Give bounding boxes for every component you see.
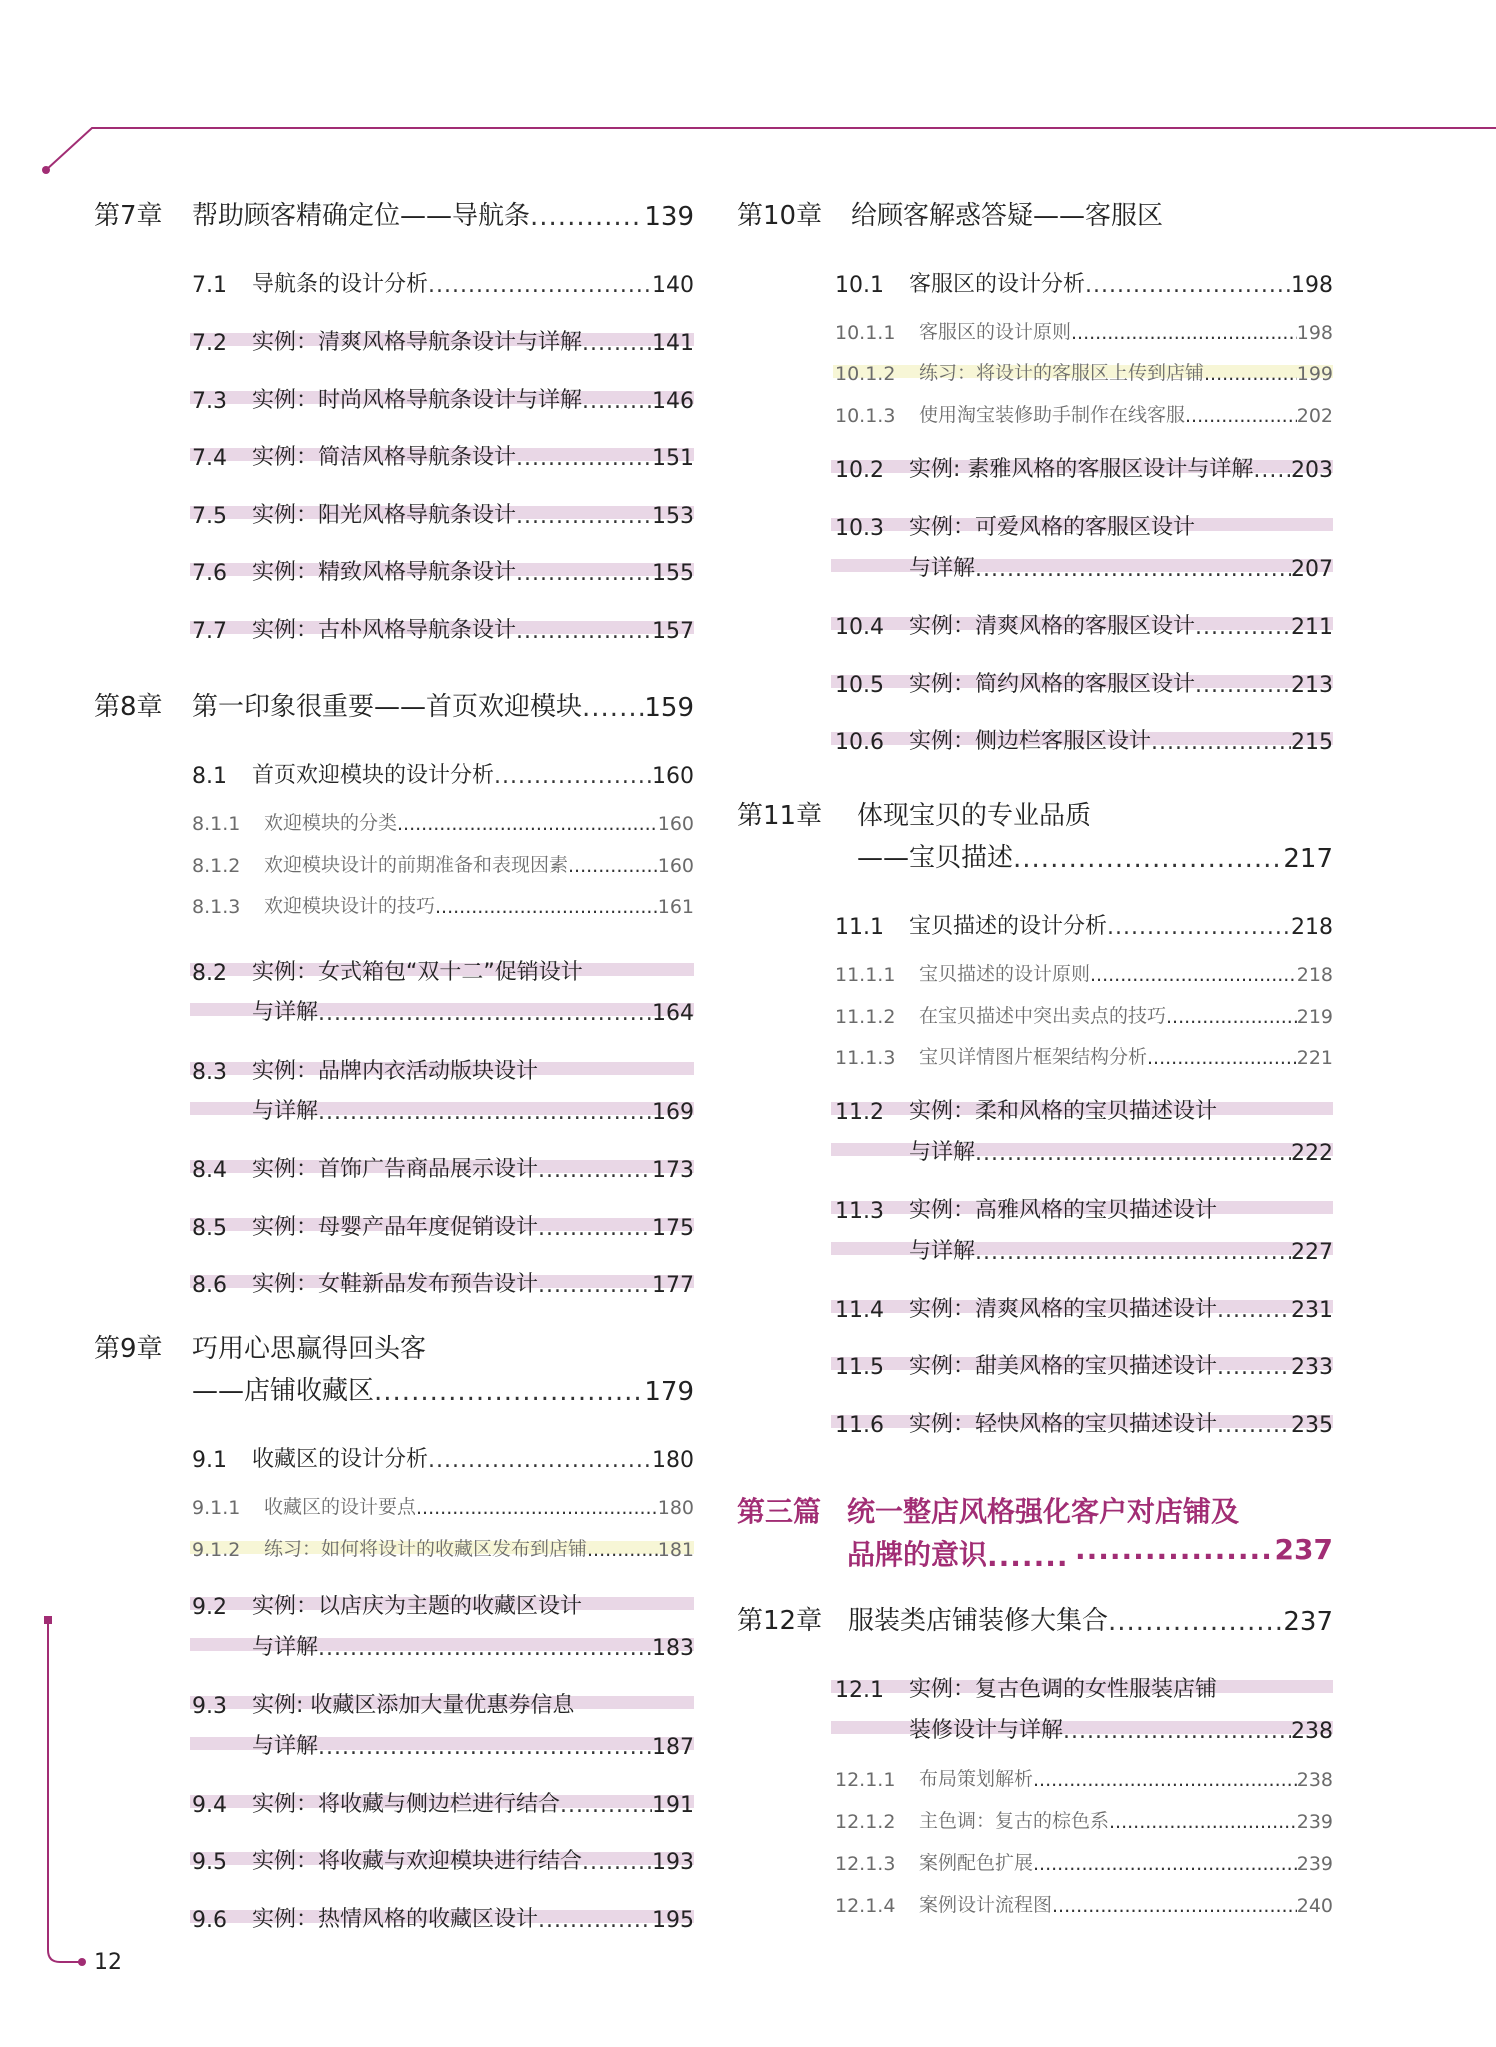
chapter-title: 服装类店铺装修大集合 — [848, 1606, 1109, 1636]
section-number: 7.2 — [192, 331, 227, 356]
chapter-11 — [737, 795, 1337, 832]
section-9-6 — [192, 1902, 694, 1933]
page-ref: 157 — [652, 619, 694, 644]
section-10-4 — [835, 609, 1333, 640]
page-ref: 169 — [652, 1100, 694, 1125]
section-number: 9.1 — [192, 1448, 227, 1473]
section-title: 导航条的设计分析 — [252, 272, 429, 297]
leader-dots — [538, 1273, 652, 1298]
leader-dots — [516, 561, 652, 586]
leader-dots — [435, 896, 658, 918]
section-11-3-cont — [909, 1234, 1333, 1265]
chapter-number: 第9章 — [94, 1334, 163, 1364]
leader-dots — [516, 446, 652, 471]
chapter-title: 给顾客解惑答疑——客服区 — [851, 201, 1164, 231]
subsection-8-1-1 — [192, 808, 694, 835]
section-number: 10.4 — [835, 615, 884, 640]
section-7-1 — [192, 267, 694, 298]
section-title: 实例：高雅风格的宝贝描述设计 — [909, 1198, 1218, 1223]
leader-dots — [1217, 1355, 1291, 1380]
part-title-cont: 品牌的意识 — [847, 1538, 988, 1571]
subsection-title: 宝贝详情图片框架结构分析 — [919, 1046, 1148, 1068]
section-title: 实例：复古色调的女性服装店铺 — [909, 1677, 1218, 1702]
leader-dots — [568, 855, 658, 877]
leader-dots — [374, 1377, 644, 1407]
section-7-7 — [192, 613, 694, 644]
page-ref: 211 — [1291, 615, 1333, 640]
page-ref: 183 — [652, 1636, 694, 1661]
subsection-title: 欢迎模块设计的技巧 — [264, 895, 436, 917]
section-number: 10.2 — [835, 458, 884, 483]
section-title: 实例：古朴风格导航条设计 — [252, 618, 517, 643]
leader-dots — [1151, 730, 1291, 755]
section-10-3 — [835, 510, 1333, 541]
section-title: 实例：甜美风格的宝贝描述设计 — [909, 1354, 1218, 1379]
section-title: 实例：将收藏与欢迎模块进行结合 — [252, 1849, 583, 1874]
section-number: 11.3 — [835, 1199, 884, 1224]
page-ref: 237 — [1283, 1607, 1333, 1637]
leader-dots — [516, 504, 652, 529]
section-number: 10.5 — [835, 673, 884, 698]
section-number: 7.5 — [192, 504, 227, 529]
subsection-8-1-2 — [192, 850, 694, 877]
leader-dots — [975, 1240, 1291, 1265]
leader-dots — [1185, 405, 1297, 427]
section-title-cont: 与详解 — [909, 1239, 976, 1264]
leader-dots — [1109, 1811, 1297, 1833]
section-title-cont: 与详解 — [909, 556, 976, 581]
page-ref: 235 — [1291, 1413, 1333, 1438]
page-ref: 198 — [1291, 273, 1333, 298]
chapter-12 — [737, 1600, 1333, 1637]
page-ref: 180 — [652, 1448, 694, 1473]
section-number: 11.4 — [835, 1298, 884, 1323]
page-ref: 181 — [657, 1539, 694, 1561]
page-ref: 238 — [1291, 1719, 1333, 1744]
page-ref: 199 — [1296, 363, 1333, 385]
section-number: 10.1 — [835, 273, 884, 298]
section-7-6 — [192, 555, 694, 586]
leader-dots — [1075, 1533, 1275, 1566]
section-11-4 — [835, 1292, 1333, 1323]
section-10-3-cont — [909, 551, 1333, 582]
section-title: 实例：母婴产品年度促销设计 — [252, 1215, 539, 1240]
section-number: 9.5 — [192, 1850, 227, 1875]
leader-dots — [318, 1001, 652, 1026]
page-ref: 231 — [1291, 1298, 1333, 1323]
section-number: 12.1 — [835, 1678, 884, 1703]
leader-dots — [1195, 615, 1291, 640]
section-title: 实例：侧边栏客服区设计 — [909, 729, 1152, 754]
leader-dots — [1063, 1719, 1291, 1744]
section-title: 实例：清爽风格导航条设计与详解 — [252, 330, 583, 355]
section-title-cont: 与详解 — [252, 1734, 319, 1759]
chapter-number: 第7章 — [94, 201, 163, 231]
section-7-4 — [192, 440, 694, 471]
page-ref: 139 — [644, 202, 694, 232]
page-ref: 219 — [1296, 1006, 1333, 1028]
leader-dots — [582, 693, 644, 723]
page-ref: 217 — [1283, 844, 1333, 874]
section-11-1 — [835, 909, 1333, 940]
chapter-title-cont: ——宝贝描述 — [857, 843, 1014, 873]
subsection-number: 11.1.3 — [835, 1047, 896, 1069]
leader-dots — [1052, 1895, 1297, 1917]
section-title: 实例：简洁风格导航条设计 — [252, 445, 517, 470]
section-11-5 — [835, 1349, 1333, 1380]
section-8-2 — [192, 955, 694, 986]
part-3 — [737, 1490, 1337, 1530]
chapter-11-cont — [857, 837, 1333, 874]
page-ref: 233 — [1291, 1355, 1333, 1380]
page-ref: 213 — [1291, 673, 1333, 698]
subsection-number: 8.1.1 — [192, 813, 241, 835]
page-ref: 141 — [652, 331, 694, 356]
section-10-5 — [835, 667, 1333, 698]
subsection-12-1-1 — [835, 1764, 1333, 1791]
leader-dots — [494, 764, 652, 789]
chapter-9 — [94, 1328, 694, 1365]
chapter-title: 体现宝贝的专业品质 — [857, 801, 1092, 831]
section-11-2 — [835, 1094, 1333, 1125]
leader-dots — [1166, 1006, 1297, 1028]
leader-dots — [1090, 964, 1297, 986]
section-title: 实例: 素雅风格的客服区设计与详解 — [909, 457, 1254, 482]
section-11-6 — [835, 1407, 1333, 1438]
section-8-1 — [192, 758, 694, 789]
page-ref: 187 — [652, 1735, 694, 1760]
section-title-cont: 与详解 — [252, 1000, 319, 1025]
leader-dots — [1147, 1047, 1297, 1069]
leader-dots — [560, 1793, 652, 1818]
leader-dots — [428, 1448, 652, 1473]
subsection-number: 9.1.1 — [192, 1497, 241, 1519]
section-8-4 — [192, 1152, 694, 1183]
leader-dots — [538, 1158, 652, 1183]
page-ref: 160 — [652, 764, 694, 789]
page-ref: 173 — [652, 1158, 694, 1183]
leader-dots — [975, 557, 1291, 582]
section-7-5 — [192, 498, 694, 529]
section-title: 实例：清爽风格的宝贝描述设计 — [909, 1297, 1218, 1322]
section-title: 实例：阳光风格导航条设计 — [252, 503, 517, 528]
section-number: 9.6 — [192, 1908, 227, 1933]
section-number: 8.5 — [192, 1216, 227, 1241]
section-7-2 — [192, 325, 694, 356]
section-number: 10.6 — [835, 730, 884, 755]
subsection-title: 练习：将设计的客服区上传到店铺 — [919, 362, 1205, 384]
chapter-title-cont: ——店铺收藏区 — [192, 1376, 375, 1406]
section-title: 首页欢迎模块的设计分析 — [252, 763, 495, 788]
subsection-title: 欢迎模块的分类 — [264, 812, 398, 834]
page-ref: 237 — [1274, 1533, 1333, 1566]
section-number: 8.1 — [192, 764, 227, 789]
subsection-number: 12.1.3 — [835, 1853, 896, 1875]
page-ref: 164 — [652, 1001, 694, 1026]
section-title: 实例：柔和风格的宝贝描述设计 — [909, 1099, 1218, 1124]
section-number: 11.1 — [835, 915, 884, 940]
page-ref: 218 — [1296, 964, 1333, 986]
subsection-12-1-4 — [835, 1890, 1333, 1917]
chapter-number: 第8章 — [94, 692, 163, 722]
page-ref: 160 — [657, 813, 694, 835]
section-title: 客服区的设计分析 — [909, 272, 1086, 297]
section-11-2-cont — [909, 1135, 1333, 1166]
section-9-3 — [192, 1688, 694, 1719]
section-title: 实例：可爱风格的客服区设计 — [909, 515, 1196, 540]
section-title: 实例：简约风格的客服区设计 — [909, 672, 1196, 697]
page-ref: 191 — [652, 1793, 694, 1818]
section-number: 7.1 — [192, 273, 227, 298]
page-ref: 180 — [657, 1497, 694, 1519]
page-ref: 239 — [1296, 1811, 1333, 1833]
section-number: 9.3 — [192, 1694, 227, 1719]
section-8-3-cont — [252, 1094, 694, 1125]
section-number: 11.6 — [835, 1413, 884, 1438]
page-ref: 140 — [652, 273, 694, 298]
section-number: 7.7 — [192, 619, 227, 644]
section-number: 8.3 — [192, 1060, 227, 1085]
part-3-cont — [847, 1533, 1071, 1573]
page-ref: 207 — [1291, 557, 1333, 582]
subsection-10-1-2 — [835, 358, 1333, 385]
page-ref: 175 — [652, 1216, 694, 1241]
subsection-10-1-3 — [835, 400, 1333, 427]
subsection-number: 11.1.1 — [835, 964, 896, 986]
page-ref: 146 — [652, 389, 694, 414]
section-9-5 — [192, 1844, 694, 1875]
section-title: 实例：将收藏与侧边栏进行结合 — [252, 1792, 561, 1817]
leader-dots — [538, 1908, 652, 1933]
page-ref: 202 — [1296, 405, 1333, 427]
leader-dots — [1217, 1413, 1291, 1438]
section-title: 实例：女鞋新品发布预告设计 — [252, 1272, 539, 1297]
subsection-11-1-3 — [835, 1042, 1333, 1069]
chapter-number: 第12章 — [737, 1606, 823, 1636]
section-number: 11.5 — [835, 1355, 884, 1380]
chapter-8 — [94, 686, 694, 723]
page-ref: 179 — [644, 1377, 694, 1407]
section-8-5 — [192, 1210, 694, 1241]
section-title: 实例：清爽风格的客服区设计 — [909, 614, 1196, 639]
subsection-title: 练习：如何将设计的收藏区发布到店铺 — [264, 1538, 588, 1560]
section-12-1-cont — [909, 1713, 1333, 1744]
chapter-title: 帮助顾客精确定位——导航条 — [192, 201, 531, 231]
page-ref: 203 — [1291, 458, 1333, 483]
section-9-1 — [192, 1442, 694, 1473]
leader-dots — [428, 273, 652, 298]
leader-dots — [1108, 1607, 1283, 1637]
chapter-number: 第10章 — [737, 201, 823, 231]
section-title-cont: 与详解 — [252, 1635, 319, 1660]
page-ref: 155 — [652, 561, 694, 586]
subsection-8-1-3 — [192, 891, 694, 918]
page-ref: 195 — [652, 1908, 694, 1933]
leader-dots — [582, 1850, 652, 1875]
page-ref: 222 — [1291, 1141, 1333, 1166]
leader-dots — [416, 1497, 658, 1519]
section-9-3-cont — [252, 1729, 694, 1760]
section-title: 实例：以店庆为主题的收藏区设计 — [252, 1594, 583, 1619]
leader-dots — [530, 202, 644, 232]
chapter-9-cont — [192, 1370, 694, 1407]
page-ref: 238 — [1296, 1769, 1333, 1791]
section-number: 10.3 — [835, 516, 884, 541]
leader-dots — [1033, 1853, 1297, 1875]
leader-dots — [318, 1100, 652, 1125]
part-number: 第三篇 — [737, 1495, 822, 1528]
part-title: 统一整店风格强化客户对店铺及 — [847, 1495, 1240, 1528]
subsection-title: 客服区的设计原则 — [919, 321, 1072, 343]
leader-dots — [538, 1216, 652, 1241]
page-ref: 177 — [652, 1273, 694, 1298]
section-number: 8.6 — [192, 1273, 227, 1298]
chapter-title: 巧用心思赢得回头客 — [192, 1334, 427, 1364]
leader-dots — [1107, 915, 1291, 940]
subsection-number: 8.1.2 — [192, 855, 241, 877]
section-number: 8.2 — [192, 961, 227, 986]
page-ref: 198 — [1296, 322, 1333, 344]
leader-dots — [1013, 844, 1283, 874]
subsection-number: 10.1.3 — [835, 405, 896, 427]
section-title: 宝贝描述的设计分析 — [909, 914, 1108, 939]
page-ref: 193 — [652, 1850, 694, 1875]
subsection-title: 在宝贝描述中突出卖点的技巧 — [919, 1005, 1167, 1027]
leader-dots — [975, 1141, 1291, 1166]
subsection-title: 宝贝描述的设计原则 — [919, 963, 1091, 985]
leader-dots — [516, 619, 652, 644]
subsection-number: 12.1.1 — [835, 1769, 896, 1791]
section-title: 实例：轻快风格的宝贝描述设计 — [909, 1412, 1218, 1437]
leader-dots — [1217, 1298, 1291, 1323]
section-11-3 — [835, 1193, 1333, 1224]
page-ref: 160 — [657, 855, 694, 877]
leader-dots — [1071, 322, 1297, 344]
chapter-10 — [737, 195, 1337, 232]
section-number: 11.2 — [835, 1100, 884, 1125]
subsection-title: 案例配色扩展 — [919, 1852, 1034, 1874]
chapter-number: 第11章 — [737, 801, 823, 831]
section-title: 实例：热情风格的收藏区设计 — [252, 1907, 539, 1932]
leader-dots — [1033, 1769, 1297, 1791]
page-ref: 218 — [1291, 915, 1333, 940]
section-title: 实例：女式箱包“双十二”促销设计 — [252, 960, 583, 985]
section-title: 实例: 收藏区添加大量优惠券信息 — [252, 1693, 575, 1718]
subsection-title: 收藏区的设计要点 — [264, 1496, 417, 1518]
section-number: 7.3 — [192, 389, 227, 414]
section-number: 7.6 — [192, 561, 227, 586]
subsection-number: 12.1.2 — [835, 1811, 896, 1833]
subsection-12-1-3 — [835, 1848, 1333, 1875]
subsection-title: 主色调：复古的棕色系 — [919, 1810, 1110, 1832]
section-8-2-cont — [252, 995, 694, 1026]
section-title-cont: 与详解 — [909, 1140, 976, 1165]
leader-dots — [1195, 673, 1291, 698]
section-10-1 — [835, 267, 1333, 298]
page-ref: 153 — [652, 504, 694, 529]
subsection-11-1-1 — [835, 959, 1333, 986]
subsection-number: 11.1.2 — [835, 1006, 896, 1028]
section-7-3 — [192, 383, 694, 414]
section-8-3 — [192, 1054, 694, 1085]
subsection-title: 欢迎模块设计的前期准备和表现因素 — [264, 854, 569, 876]
page-ref: 151 — [652, 446, 694, 471]
section-number: 8.4 — [192, 1158, 227, 1183]
section-10-2 — [835, 452, 1333, 483]
section-title-cont: 与详解 — [252, 1099, 319, 1124]
subsection-number: 9.1.2 — [192, 1539, 241, 1561]
subsection-title: 案例设计流程图 — [919, 1894, 1053, 1916]
leader-dots — [987, 1540, 1071, 1573]
page-ref: 240 — [1296, 1895, 1333, 1917]
section-10-6 — [835, 724, 1333, 755]
subsection-9-1-1 — [192, 1492, 694, 1519]
section-9-2-cont — [252, 1630, 694, 1661]
leader-dots — [587, 1539, 658, 1561]
section-9-4 — [192, 1787, 694, 1818]
section-title: 实例：首饰广告商品展示设计 — [252, 1157, 539, 1182]
section-title: 实例：时尚风格导航条设计与详解 — [252, 388, 583, 413]
section-number: 7.4 — [192, 446, 227, 471]
chapter-7 — [94, 195, 694, 232]
section-title: 实例：精致风格导航条设计 — [252, 560, 517, 585]
chapter-title: 第一印象很重要——首页欢迎模块 — [192, 692, 583, 722]
section-9-2 — [192, 1589, 694, 1620]
leader-dots — [582, 331, 652, 356]
section-title: 收藏区的设计分析 — [252, 1447, 429, 1472]
subsection-10-1-1 — [835, 317, 1333, 344]
leader-dots — [397, 813, 658, 835]
page-number: 12 — [94, 1950, 122, 1975]
subsection-title: 使用淘宝装修助手制作在线客服 — [919, 404, 1186, 426]
page-ref: 159 — [644, 693, 694, 723]
part-3-page-row — [1075, 1533, 1333, 1566]
leader-dots — [1204, 363, 1297, 385]
page-ref: 215 — [1291, 730, 1333, 755]
page-ref: 239 — [1296, 1853, 1333, 1875]
subsection-number: 12.1.4 — [835, 1895, 896, 1917]
page-ref: 161 — [657, 896, 694, 918]
leader-dots — [318, 1636, 652, 1661]
subsection-number: 10.1.2 — [835, 363, 896, 385]
subsection-9-1-2 — [192, 1534, 694, 1561]
leader-dots — [582, 389, 652, 414]
section-number: 9.4 — [192, 1793, 227, 1818]
subsection-title: 布局策划解析 — [919, 1768, 1034, 1790]
page-ref: 227 — [1291, 1240, 1333, 1265]
subsection-number: 10.1.1 — [835, 322, 896, 344]
subsection-number: 8.1.3 — [192, 896, 241, 918]
page-ref: 221 — [1296, 1047, 1333, 1069]
subsection-12-1-2 — [835, 1806, 1333, 1833]
leader-dots — [1085, 273, 1291, 298]
leader-dots — [1253, 458, 1291, 483]
section-number: 9.2 — [192, 1595, 227, 1620]
section-8-6 — [192, 1267, 694, 1298]
subsection-11-1-2 — [835, 1001, 1333, 1028]
section-12-1 — [835, 1672, 1333, 1703]
section-title: 实例：品牌内衣活动版块设计 — [252, 1059, 539, 1084]
leader-dots — [318, 1735, 652, 1760]
section-title-cont: 装修设计与详解 — [909, 1718, 1064, 1743]
